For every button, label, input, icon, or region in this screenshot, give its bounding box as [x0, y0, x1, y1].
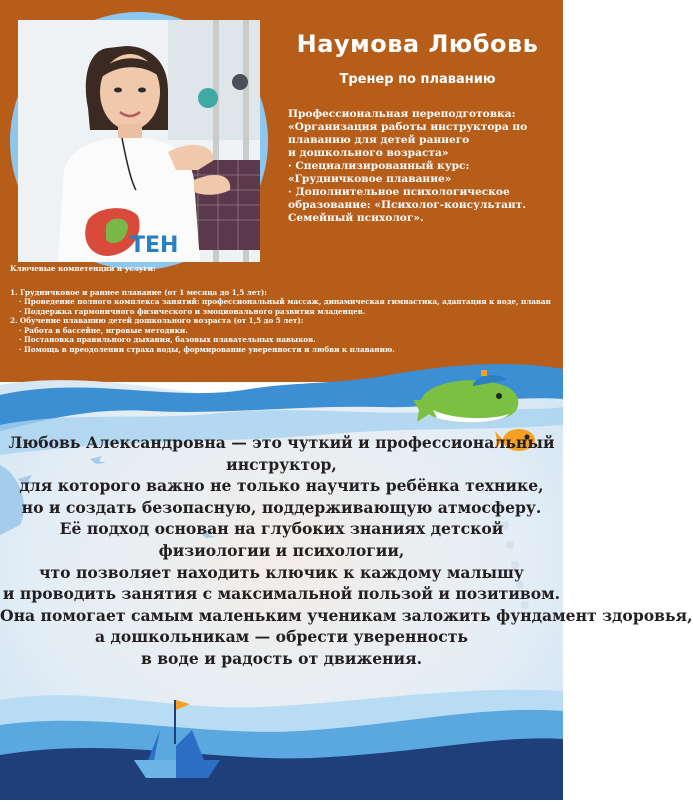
- trainer-role: Тренер по плаванию: [339, 72, 496, 87]
- trainer-photo: [18, 20, 260, 262]
- group-title: 1. Грудничковое и раннее плавание (от 1 месяца до 1,5 лет):: [10, 287, 267, 297]
- education-line: Семейный психолог».: [288, 212, 424, 224]
- education-line: плаванию для детей раннего: [288, 134, 470, 146]
- education-line: образование: «Психолог-консультант.: [288, 199, 526, 211]
- competencies-title: Ключевые компетенции и услуги:: [10, 264, 156, 273]
- swimmer-photo: [18, 20, 260, 262]
- flag-icon: [176, 700, 190, 710]
- bio-line: физиологии и психологии,: [158, 540, 405, 560]
- bio-line: инструктор,: [226, 454, 337, 474]
- bio-text: [0, 432, 693, 670]
- bio-line: в воде и радость от движения.: [140, 648, 423, 668]
- group-title: 2. Обучение плаванию детей дошкольного возраста (от 1,5 до 5 лет):: [10, 316, 304, 325]
- whale-icon: [413, 370, 533, 430]
- bio-line: но и создать безопасную, поддерживающую атмосферу.: [21, 497, 542, 517]
- bio-line: Её подход основан на глубоких знаниях детской: [59, 519, 504, 539]
- bio-line: Любовь Александровна — это чуткий и профессиональный: [8, 433, 555, 452]
- education-line: «Организация работы инструктора по: [288, 121, 528, 133]
- education-line: Профессиональная переподготовка:: [288, 108, 516, 120]
- education-line: · Специализированный курс:: [288, 160, 470, 172]
- education-line: «Грудничковое плавание»: [288, 173, 452, 185]
- trainer-name: Наумова Любовь: [296, 30, 539, 58]
- bio-line: что позволяет находить ключик к каждому малышу: [39, 562, 524, 582]
- education-block: [288, 108, 553, 225]
- svg-text:ТЕН: ТЕН: [130, 233, 179, 258]
- group-item: · Поддержка гармоничного физического и эмоционального развития младенцев.: [19, 306, 366, 316]
- education-line: · Дополнительное психологическое: [288, 186, 510, 198]
- group-item: · Работа в бассейне, игровые методики.: [19, 325, 188, 335]
- bio-line: Она помогает самым маленьким ученикам заложить фундамент здоровья,: [0, 605, 693, 625]
- group-item: · Постановка правильного дыхания, базовых плавательных навыков.: [19, 335, 316, 344]
- bio-line: и проводить занятия с максимальной пользой и позитивом.: [2, 584, 561, 604]
- bio-line: для которого важно не только научить ребёнка технике,: [19, 476, 544, 496]
- group-item: · Помощь в преодолении страха воды, формирование уверенности и любви к плаванию.: [19, 344, 395, 354]
- paper-boat-icon: [132, 690, 222, 782]
- education-line: и дошкольного возраста»: [288, 147, 449, 159]
- competencies-block: [10, 264, 563, 354]
- group-item: · Проведение полного комплекса занятий: профессиональный массаж, динамическая гимнастика, адаптация к воде, плаван: [19, 297, 551, 306]
- bio-line: а дошкольникам — обрести уверенность: [95, 627, 468, 647]
